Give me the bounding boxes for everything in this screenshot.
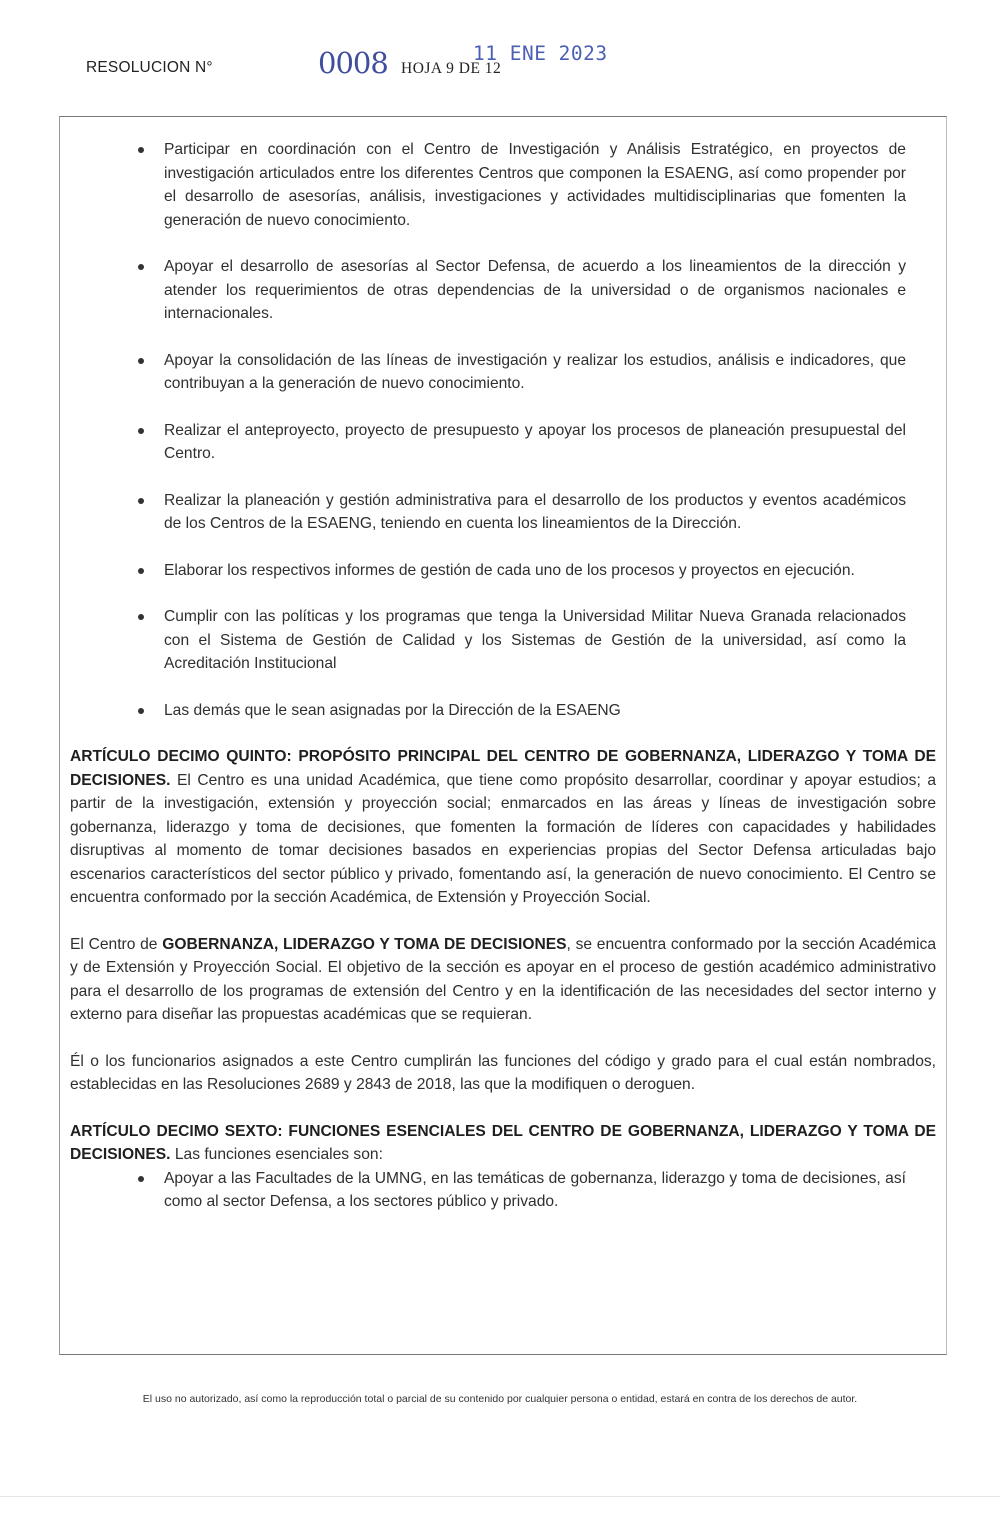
article-16-title: ARTÍCULO DECIMO SEXTO: FUNCIONES ESENCIALES DEL CENTRO DE GOBERNANZA, LIDERAZGO Y TOMA DE DECISIONES. xyxy=(70,1122,936,1163)
list-item-text: Apoyar a las Facultades de la UMNG, en las temáticas de gobernanza, liderazgo y toma de decisiones, así como al sector Defensa, a los sectores público y privado. xyxy=(164,1169,906,1210)
resolution-number: 0008 xyxy=(318,46,388,80)
bullet-icon xyxy=(138,264,144,270)
list-item-text: Realizar la planeación y gestión administrativa para el desarrollo de los productos y eventos académicos de los Centros de la ESAENG, teniendo en cuenta los lineamientos de la Dirección. xyxy=(164,491,906,532)
list-item-text: Participar en coordinación con el Centro de Investigación y Análisis Estratégico, en proyectos de investigación articulados entre los diferentes Centros que componen la ESAENG, así como propender por el desarrollo de asesorías, análisis, investigaciones y actividades multidisciplinarias que fomenten la generación de nuevo conocimiento. xyxy=(164,141,906,229)
document-body xyxy=(70,138,936,1237)
bullet-icon xyxy=(138,708,144,714)
bullet-icon xyxy=(138,358,144,364)
article-15-title: ARTÍCULO DECIMO QUINTO: PROPÓSITO PRINCIPAL DEL CENTRO DE GOBERNANZA, LIDERAZGO Y TOMA DE DECISIONES. xyxy=(70,748,936,789)
bullet-icon xyxy=(138,568,144,574)
bullet-icon xyxy=(138,498,144,504)
officials-paragraph: Él o los funcionarios asignados a este Centro cumplirán las funciones del código y grado para el cual están nombrados, establecidas en las Resoluciones 2689 y 2843 de 2018, las que la modifiquen o deroguen. xyxy=(70,1052,936,1093)
bullet-icon xyxy=(138,1176,144,1182)
list-item-text: Cumplir con las políticas y los programas que tenga la Universidad Militar Nueva Granada relacionados con el Sistema de Gestión de Calidad y los Sistemas de Gestión de la universidad, así como la Acreditación Institucional xyxy=(164,608,906,672)
article-15-paragraph xyxy=(70,745,936,910)
functions-list-bottom xyxy=(70,1167,936,1214)
bullet-icon xyxy=(138,614,144,620)
paragraph-text-after: , se encuentra conformado por la sección Académica y de Extensión y Proyección Social. El objetivo de la sección es apoyar en el proceso de gestión académico administrativo para el desarrollo de los programas de extensión del Centro y en la identificación de las necesidades del sector interno y externo para diseñar las propuestas académicas que se requieran. xyxy=(70,935,936,1023)
list-item xyxy=(70,605,936,676)
date-stamp: 11 ENE 2023 xyxy=(473,42,608,65)
bullet-icon xyxy=(138,147,144,153)
page-indicator: HOJA 9 DE 12 xyxy=(401,60,502,77)
page-divider xyxy=(0,1496,1000,1497)
list-item-text: Las demás que le sean asignadas por la Dirección de la ESAENG xyxy=(164,701,621,719)
list-item xyxy=(70,255,936,326)
copyright-footer: El uso no autorizado, así como la reproducción total o parcial de su contenido por cualquier persona o entidad, estará en contra de los derechos de autor. xyxy=(142,1393,858,1405)
article-16-body: Las funciones esenciales son: xyxy=(170,1146,383,1163)
list-item xyxy=(70,559,936,583)
center-composition-paragraph xyxy=(70,933,936,1027)
list-item xyxy=(70,699,936,723)
list-item xyxy=(70,489,936,536)
center-name-bold: GOBERNANZA, LIDERAZGO Y TOMA DE DECISIONES xyxy=(162,935,567,953)
list-item xyxy=(70,1167,936,1214)
bullet-icon xyxy=(138,428,144,434)
paragraph-text-before: El Centro de xyxy=(70,935,163,953)
list-item xyxy=(70,138,936,232)
list-item-text: Apoyar la consolidación de las líneas de investigación y realizar los estudios, análisis e indicadores, que contribuyan a la generación de nuevo conocimiento. xyxy=(164,351,906,392)
article-15-body: El Centro es una unidad Académica, que tiene como propósito desarrollar, coordinar y apoyar estudios; a partir de la investigación, extensión y proyección social; enmarcados en las áreas y líneas de investigación sobre gobernanza, liderazgo y toma de decisiones, que fomenten la formación de líderes con capacidades y habilidades disruptivas al momento de tomar decisiones basados en experiencias propias del Sector Defensa articuladas bajo escenarios característicos del sector público y privado, fomentando así, la generación de nuevo conocimiento. El Centro se encuentra conformado por la sección Académica, de Extensión y Proyección Social. xyxy=(70,771,936,906)
list-item-text: Realizar el anteproyecto, proyecto de presupuesto y apoyar los procesos de planeación presupuestal del Centro. xyxy=(164,421,906,462)
document-header xyxy=(86,42,686,82)
list-item-text: Apoyar el desarrollo de asesorías al Sector Defensa, de acuerdo a los lineamientos de la dirección y atender los requerimientos de otras dependencias de la universidad o de organismos nacionales e internacionales. xyxy=(164,258,906,322)
list-item-text: Elaborar los respectivos informes de gestión de cada uno de los procesos y proyectos en ejecución. xyxy=(164,561,855,579)
list-item xyxy=(70,349,936,396)
functions-list-top xyxy=(70,138,936,722)
article-16-paragraph xyxy=(70,1120,936,1167)
list-item xyxy=(70,419,936,466)
resolution-label: RESOLUCION N° xyxy=(86,59,213,76)
